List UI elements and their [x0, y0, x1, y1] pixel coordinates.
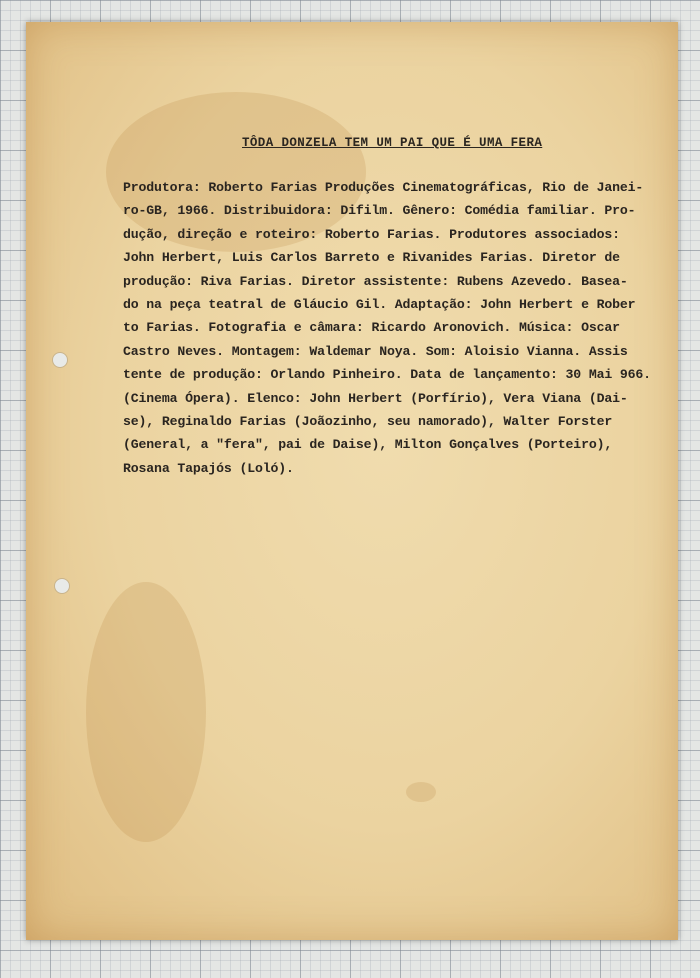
body-line: dução, direção e roteiro: Roberto Farias. Produtores associados: [123, 226, 620, 242]
typewritten-page [26, 22, 678, 940]
body-line: John Herbert, Luis Carlos Barreto e Rivanides Farias. Diretor de [123, 250, 620, 266]
paper-stain [86, 582, 206, 842]
body-line: (General, a "fera", pai de Daise), Milton Gonçalves (Porteiro), [123, 437, 613, 453]
paper-stain [406, 782, 436, 802]
body-line: Castro Neves. Montagem: Waldemar Noya. Som: Aloisio Vianna. Assis [123, 343, 628, 359]
body-line: se), Reginaldo Farias (Joãozinho, seu namorado), Walter Forster [123, 413, 613, 429]
body-line: do na peça teatral de Gláucio Gil. Adaptação: John Herbert e Rober [123, 296, 636, 312]
body-line: produção: Riva Farias. Diretor assistente: Rubens Azevedo. Basea- [123, 273, 628, 289]
document-title: TÔDA DONZELA TEM UM PAI QUE É UMA FERA [242, 136, 543, 150]
punch-hole-lower [54, 578, 70, 594]
body-line: ro-GB, 1966. Distribuidora: Difilm. Gênero: Comédia familiar. Pro- [123, 203, 636, 219]
body-line: Produtora: Roberto Farias Produções Cinematográficas, Rio de Janei- [123, 180, 644, 195]
body-line: to Farias. Fotografia e câmara: Ricardo Aronovich. Música: Oscar [123, 320, 620, 336]
document-body [123, 180, 651, 484]
body-line: (Cinema Ópera). Elenco: John Herbert (Porfírio), Vera Viana (Dai- [123, 390, 628, 406]
body-line: tente de produção: Orlando Pinheiro. Data de lançamento: 30 Mai 966. [123, 367, 651, 383]
body-line: Rosana Tapajós (Loló). [123, 460, 294, 476]
punch-hole-upper [52, 352, 68, 368]
